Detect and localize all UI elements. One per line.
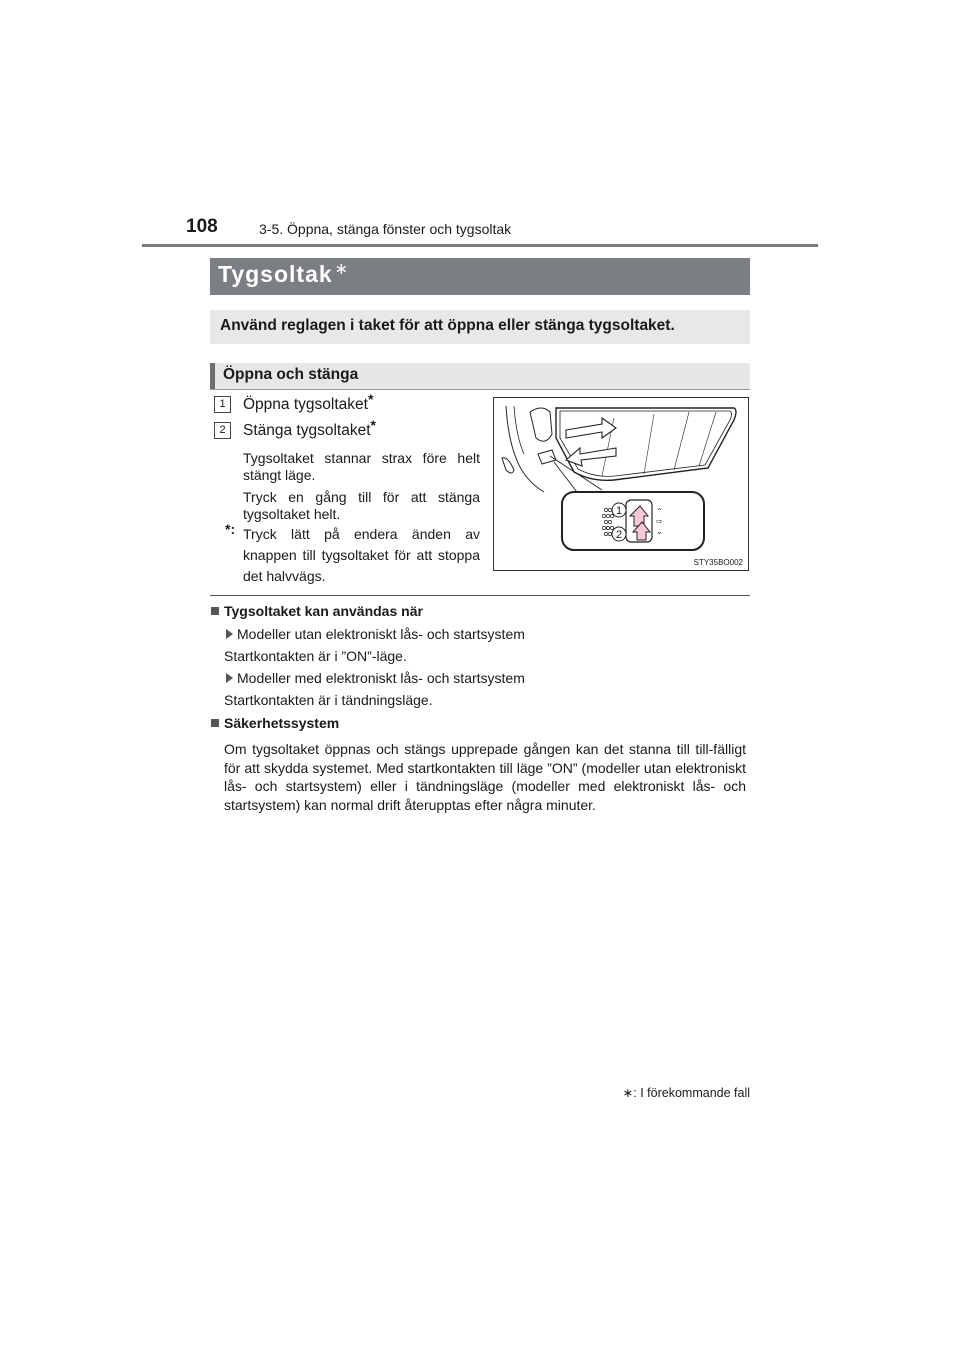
info-case-1	[226, 626, 525, 642]
section-title-bar	[210, 258, 750, 295]
section-rule	[210, 595, 750, 596]
svg-text:⌄: ⌄	[656, 527, 663, 536]
square-bullet-icon	[211, 719, 219, 727]
item-1-mark: *	[367, 391, 374, 407]
footnote-mark: ∗	[622, 1086, 634, 1100]
subsection-accent	[210, 363, 215, 389]
header-rule	[142, 244, 818, 247]
info-case-2-detail: Startkontakten är i tändningsläge.	[224, 692, 433, 708]
section-title-mark: ∗	[334, 261, 350, 278]
subsection-bar	[210, 363, 750, 390]
note-2: Tryck en gång till för att stänga tygsoltaket helt.	[243, 489, 480, 522]
subsection-title: Öppna och stänga	[223, 366, 359, 383]
footnote	[600, 1085, 750, 1100]
info-case-1-text: Modeller utan elektroniskt lås- och startsystem	[237, 626, 525, 642]
item-number-2: 2	[214, 422, 231, 439]
triangle-bullet-icon	[226, 629, 233, 639]
star-note: Tryck lätt på endera änden av knappen till tygsoltaket för att stoppa det halvvägs.	[243, 526, 480, 584]
callout-2-label: 2	[615, 529, 623, 541]
triangle-bullet-icon	[226, 673, 233, 683]
figure-code: STY35BO002	[693, 558, 743, 567]
intro-text: Använd reglagen i taket för att öppna eller stänga tygsoltaket.	[220, 317, 675, 334]
info-case-2-text: Modeller med elektroniskt lås- och startsystem	[237, 670, 525, 686]
intro-box	[210, 310, 750, 344]
square-bullet-icon	[211, 607, 219, 615]
item-2-label: Stänga tygsoltaket	[243, 422, 371, 439]
footnote-text: : I förekommande fall	[633, 1086, 750, 1100]
info-case-2	[226, 670, 525, 686]
star-note-mark: *:	[225, 521, 236, 537]
info-heading-1	[211, 603, 423, 619]
item-2	[243, 417, 376, 440]
item-1	[243, 391, 374, 414]
section-title	[218, 261, 349, 288]
note-1: Tygsoltaket stannar strax före helt stängt läge.	[243, 450, 480, 483]
info-heading-1-text: Tygsoltaket kan användas när	[224, 603, 423, 619]
info-heading-2	[211, 715, 339, 731]
svg-text:⇨: ⇨	[656, 517, 663, 526]
item-2-mark: *	[370, 417, 376, 433]
sunroof-figure	[493, 397, 749, 571]
info-case-1-detail: Startkontakten är i ”ON”-läge.	[224, 648, 407, 664]
item-number-1: 1	[214, 396, 231, 413]
page-number: 108	[186, 216, 218, 237]
item-1-label: Öppna tygsoltaket	[243, 396, 368, 413]
safety-paragraph: Om tygsoltaket öppnas och stängs upprepade gången kan det stanna till till-fälligt för att skydda systemet. Med startkontakten till läge ”ON” (modeller utan elektroniskt lås- och startsystem) eller i tändningsläge (modeller med elektroniskt lås- och startsystem) kan normal drift återupptas efter några minuter.	[224, 741, 746, 813]
section-title-text: Tygsoltak	[218, 261, 333, 287]
svg-text:⌃: ⌃	[656, 507, 663, 516]
running-head: 3-5. Öppna, stänga fönster och tygsoltak	[259, 221, 512, 237]
info-heading-2-text: Säkerhetssystem	[224, 715, 340, 731]
sunroof-illustration	[494, 398, 748, 570]
callout-1-label: 1	[615, 505, 623, 517]
